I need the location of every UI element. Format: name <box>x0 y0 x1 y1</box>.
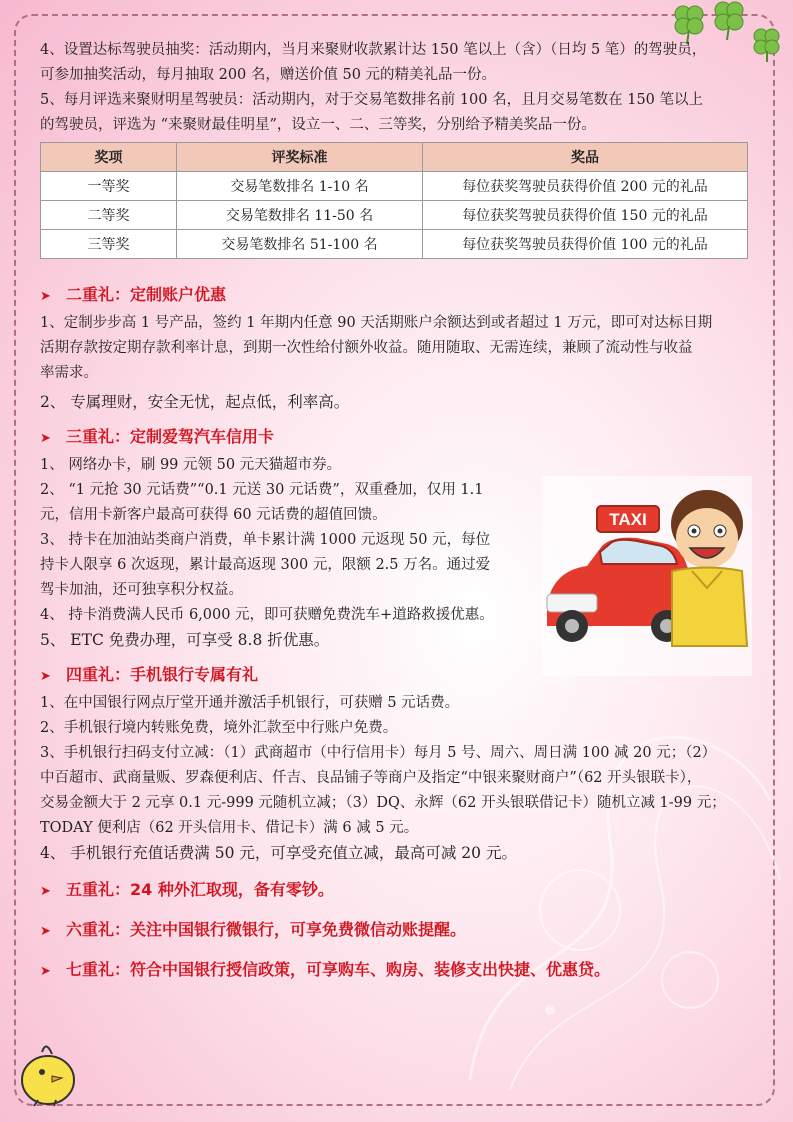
section3-body <box>40 453 525 603</box>
section-title-6: ➤ 六重礼：关注中国银行微银行，可享免费微信动账提醒。 <box>40 916 755 946</box>
arrow-bullet-icon: ➤ <box>40 964 51 979</box>
section-line: 中百超市、武商量贩、罗森便利店、仟吉、良品铺子等商户及指定“中银来聚财商户”（62 开头银联卡）， <box>40 770 702 786</box>
intro-line: 5、每月评选来聚财明星驾驶员：活动期内，对于交易笔数排名前 100 名，且月交易笔数在 150 笔以上 <box>40 92 704 108</box>
table-cell: 每位获奖驾驶员获得价值 150 元的礼品 <box>423 201 748 230</box>
taxi-sign-text: TAXI <box>609 510 647 529</box>
section-title-5: ➤ 五重礼：24 种外汇取现，备有零钞。 <box>40 876 755 906</box>
section-line: 4、 持卡消费满人民币 6,000 元，即可获赠免费洗车+道路救援优惠。 <box>40 607 494 623</box>
table-cell: 一等奖 <box>41 172 177 201</box>
table-header-cell: 奖品 <box>423 143 748 172</box>
table-header-row <box>41 143 748 172</box>
chick-decoration-icon <box>14 1030 84 1110</box>
section-line: 交易金额大于 2 元享 0.1 元-999 元随机立减；（3）DQ、永辉（62 开头银联借记卡）随机立减 1-99 元； <box>40 795 726 811</box>
arrow-bullet-icon: ➤ <box>40 884 51 899</box>
section-line: 驾卡加油，还可独享积分权益。 <box>40 582 243 598</box>
table-row <box>41 230 748 259</box>
section-line: 1、定制步步高 1 号产品，签约 1 年期内任意 90 天活期账户余额达到或者超过 1 万元，即可对达标日期 <box>40 315 713 331</box>
section-line: 持卡人限享 6 次返现，累计最高返现 300 元，限额 2.5 万名。通过爱 <box>40 557 491 573</box>
section-line: 5、 ETC 免费办理，可享受 8.8 折优惠。 <box>40 631 330 649</box>
section-line: TODAY 便利店（62 开头信用卡、借记卡）满 6 减 5 元。 <box>40 820 419 836</box>
section-line: 2、 “1 元抢 30 元话费”“0.1 元送 30 元话费”，双重叠加，仅用 1.1 <box>40 482 484 498</box>
intro-line: 4、设置达标驾驶员抽奖：活动期内，当月来聚财收款累计达 150 笔以上（含）（日均 5 笔）的驾驶员， <box>40 42 707 58</box>
arrow-bullet-icon: ➤ <box>40 924 51 939</box>
arrow-bullet-icon: ➤ <box>40 431 51 446</box>
table-cell: 二等奖 <box>41 201 177 230</box>
section-line: 3、 持卡在加油站类商户消费，单卡累计满 1000 元返现 50 元，每位 <box>40 532 491 548</box>
section-line: 率需求。 <box>40 365 98 381</box>
arrow-bullet-icon: ➤ <box>40 289 51 304</box>
table-cell: 每位获奖驾驶员获得价值 100 元的礼品 <box>423 230 748 259</box>
intro-line: 可参加抽奖活动，每月抽取 200 名，赠送价值 50 元的精美礼品一份。 <box>40 67 497 83</box>
section-title-4: ➤ 四重礼：手机银行专属有礼 <box>40 661 755 691</box>
taxi-driver-illustration <box>542 476 752 676</box>
section-line: 元，信用卡新客户最高可获得 60 元话费的超值回馈。 <box>40 507 387 523</box>
section-title-3: ➤ 三重礼：定制爱驾汽车信用卡 <box>40 423 755 453</box>
section-title-2: ➤ 二重礼：定制账户优惠 <box>40 281 755 311</box>
table-row <box>41 172 748 201</box>
section-line: 1、 网络办卡，刷 99 元领 50 元天猫超市券。 <box>40 457 342 473</box>
table-cell: 三等奖 <box>41 230 177 259</box>
award-table <box>40 142 748 259</box>
section-line: 3、手机银行扫码支付立减：（1）武商超市（中行信用卡）每月 5 号、周六、周日满 100 减 20 元；（2） <box>40 745 717 761</box>
intro-line: 的驾驶员，评选为 “来聚财最佳明星”，设立一、二、三等奖，分别给予精美奖品一份。 <box>40 117 596 133</box>
section-line: 4、 手机银行充值话费满 50 元，可享受充值立减，最高可减 20 元。 <box>40 844 517 862</box>
table-header-cell: 评奖标准 <box>177 143 423 172</box>
arrow-bullet-icon: ➤ <box>40 669 51 684</box>
table-row <box>41 201 748 230</box>
table-cell: 交易笔数排名 1-10 名 <box>177 172 423 201</box>
table-cell: 交易笔数排名 51-100 名 <box>177 230 423 259</box>
section-line: 1、在中国银行网点厅堂开通并激活手机银行，可获赠 5 元话费。 <box>40 695 460 711</box>
section-line: 2、手机银行境内转账免费，境外汇款至中行账户免费。 <box>40 720 398 736</box>
section-line: 活期存款按定期存款利率计息，到期一次性给付额外收益。随用随取、无需连续，兼顾了流动性与收益 <box>40 340 693 356</box>
table-cell: 交易笔数排名 11-50 名 <box>177 201 423 230</box>
section-title-7: ➤ 七重礼：符合中国银行授信政策，可享购车、购房、装修支出快捷、优惠贷。 <box>40 956 755 986</box>
section-line: 2、 专属理财，安全无忧，起点低，利率高。 <box>40 393 350 411</box>
table-cell: 每位获奖驾驶员获得价值 200 元的礼品 <box>423 172 748 201</box>
table-header-cell: 奖项 <box>41 143 177 172</box>
